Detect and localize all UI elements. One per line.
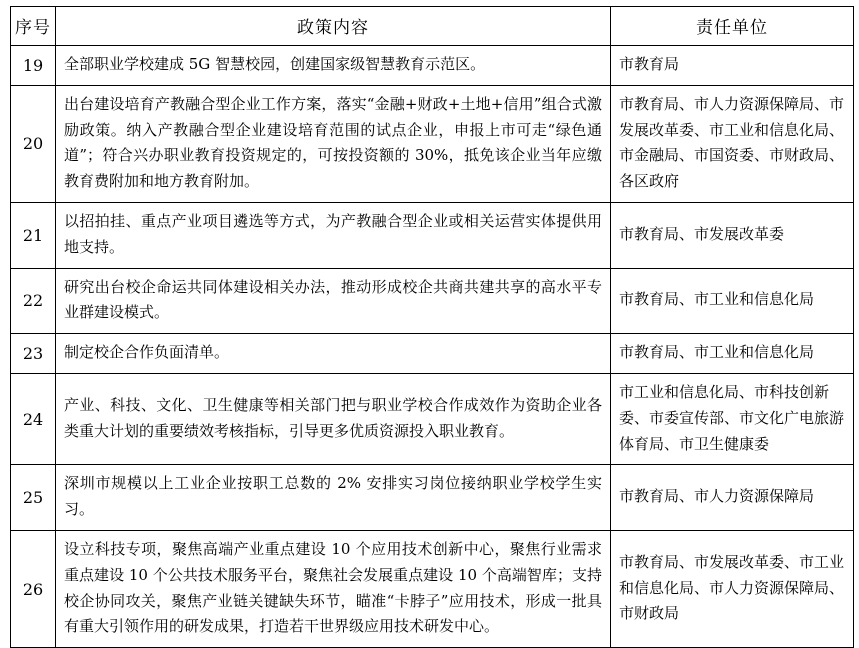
column-header-content: 政策内容 (56, 7, 611, 46)
row-content: 出台建设培育产教融合型企业工作方案，落实“金融+财政+土地+信用”组合式激励政策。纳入产教融合型企业建设培育范围的试点企业，申报上市可走“绿色通道”；符合兴办职业教育投资规定的，可按投资额的 30%，抵免该企业当年应缴教育费附加和地方教育附加。 (56, 85, 611, 202)
row-content: 全部职业学校建成 5G 智慧校园，创建国家级智慧教育示范区。 (56, 46, 611, 86)
row-unit: 市教育局 (611, 46, 854, 86)
row-content: 设立科技专项，聚焦高端产业重点建设 10 个应用技术创新中心，聚焦行业需求重点建设 10 个公共技术服务平台，聚焦社会发展重点建设 10 个高端智库；支持校企协同攻关，聚焦产业链关键缺失环节，瞄准“卡脖子”应用技术，形成一批具有重大引领作用的研发成果，打造若干世界级应用技术研发中心。 (56, 530, 611, 647)
table-header (11, 7, 854, 46)
table-row (11, 465, 854, 531)
row-content: 制定校企合作负面清单。 (56, 334, 611, 374)
row-unit: 市教育局、市人力资源保障局、市发展改革委、市工业和信息化局、市金融局、市国资委、市财政局、各区政府 (611, 85, 854, 202)
column-header-seq: 序号 (11, 7, 56, 46)
row-seq: 22 (11, 268, 56, 334)
table-row (11, 85, 854, 202)
row-unit: 市教育局、市人力资源保障局 (611, 465, 854, 531)
row-unit: 市教育局、市工业和信息化局 (611, 268, 854, 334)
row-unit: 市教育局、市工业和信息化局 (611, 334, 854, 374)
table-row (11, 46, 854, 86)
table-row (11, 334, 854, 374)
table-row (11, 202, 854, 268)
table-row (11, 530, 854, 647)
column-header-unit: 责任单位 (611, 7, 854, 46)
policy-table (10, 6, 854, 648)
row-unit: 市工业和信息化局、市科技创新委、市委宣传部、市文化广电旅游体育局、市卫生健康委 (611, 373, 854, 464)
row-unit: 市教育局、市发展改革委 (611, 202, 854, 268)
row-seq: 23 (11, 334, 56, 374)
row-seq: 20 (11, 85, 56, 202)
row-content: 以招拍挂、重点产业项目遴选等方式，为产教融合型企业或相关运营实体提供用地支持。 (56, 202, 611, 268)
row-seq: 24 (11, 373, 56, 464)
row-seq: 26 (11, 530, 56, 647)
row-content: 产业、科技、文化、卫生健康等相关部门把与职业学校合作成效作为资助企业各类重大计划的重要绩效考核指标，引导更多优质资源投入职业教育。 (56, 373, 611, 464)
row-unit: 市教育局、市发展改革委、市工业和信息化局、市人力资源保障局、市财政局 (611, 530, 854, 647)
row-seq: 19 (11, 46, 56, 86)
row-seq: 25 (11, 465, 56, 531)
table-row (11, 373, 854, 464)
table-header-row (11, 7, 854, 46)
row-content: 深圳市规模以上工业企业按职工总数的 2% 安排实习岗位接纳职业学校学生实习。 (56, 465, 611, 531)
row-seq: 21 (11, 202, 56, 268)
table-body (11, 46, 854, 648)
table-row (11, 268, 854, 334)
row-content: 研究出台校企命运共同体建设相关办法，推动形成校企共商共建共享的高水平专业群建设模式。 (56, 268, 611, 334)
